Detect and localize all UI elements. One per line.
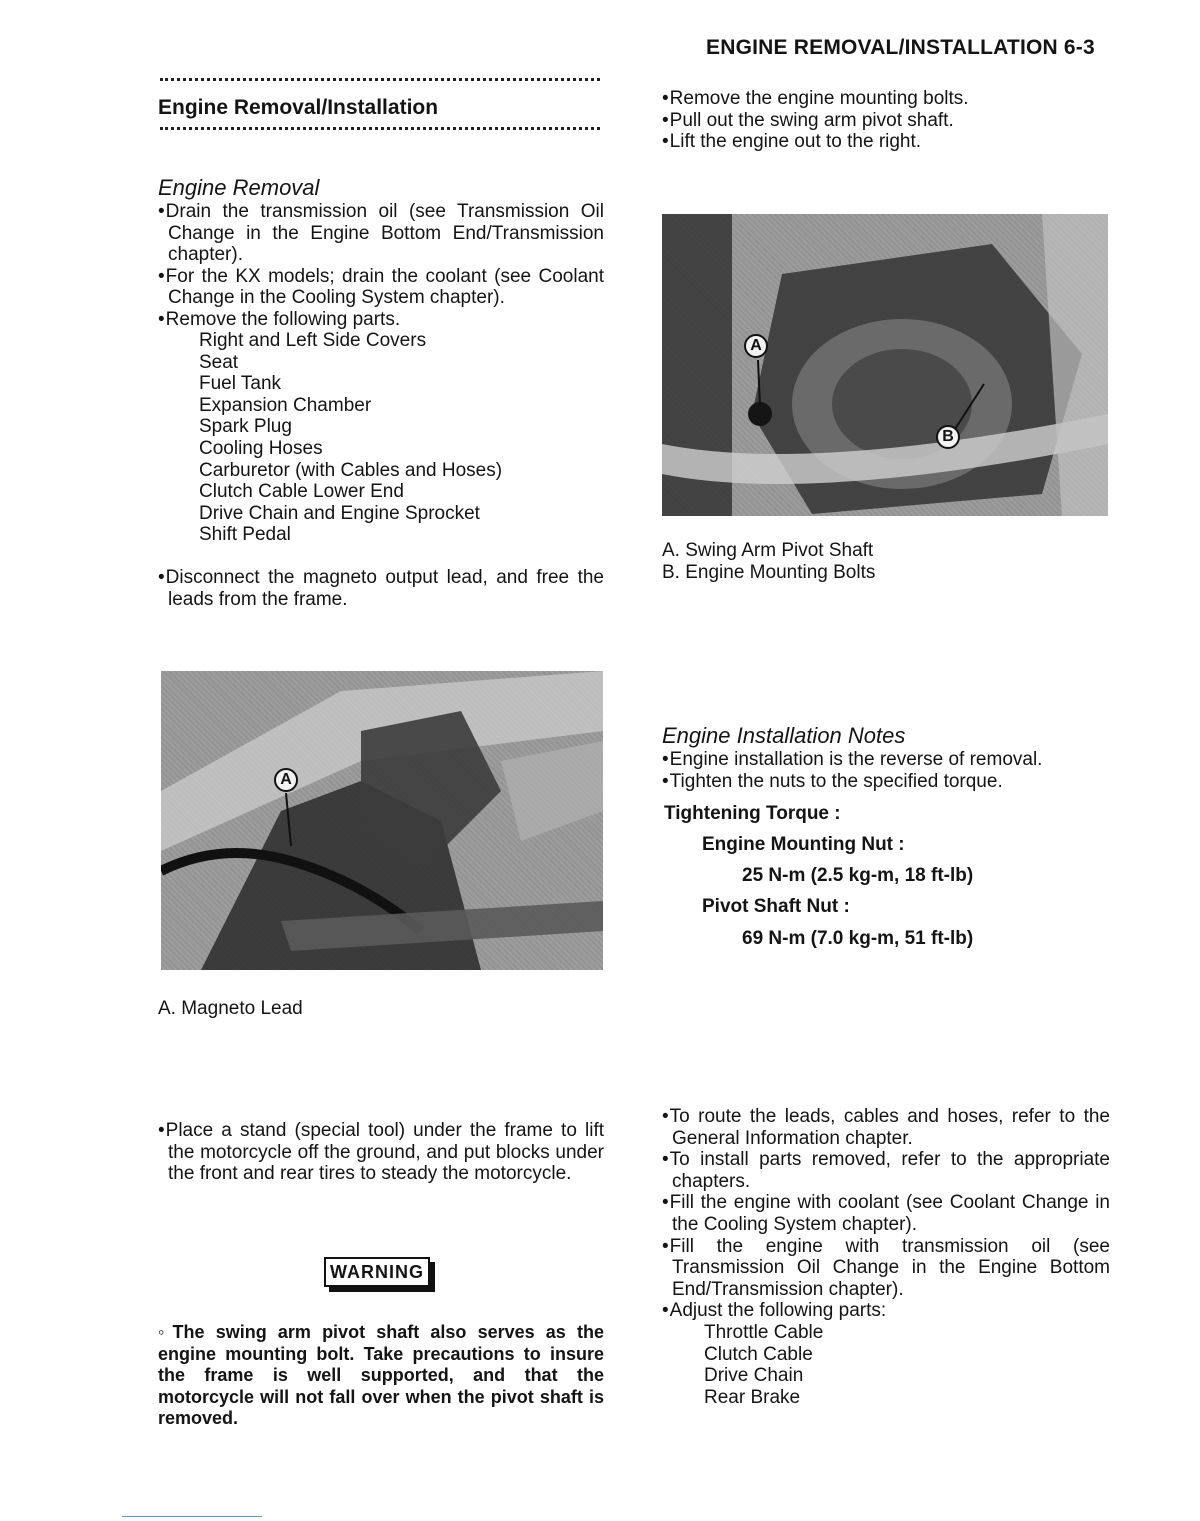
adjust-part-item: Clutch Cable	[704, 1343, 813, 1365]
engine-photo-drawing	[662, 214, 1108, 516]
engine-removal-heading: Engine Removal	[158, 175, 320, 200]
section-title: Engine Removal/Installation	[158, 96, 439, 119]
adjust-part-item: Drive Chain	[704, 1365, 804, 1387]
right-bottom-step: • Fill the engine with coolant (see Coolant Change in the Cooling System chapter).	[662, 1192, 1110, 1235]
removal-step: • For the KX models; drain the coolant (see Coolant Change in the Cooling System chapter).	[158, 266, 604, 309]
part-item: Spark Plug	[199, 416, 292, 438]
removal-steps	[158, 201, 604, 331]
right-bottom-step: • Adjust the following parts:	[662, 1300, 1110, 1322]
warning-badge: WARNING	[324, 1257, 430, 1287]
installation-steps	[662, 749, 1108, 792]
figure-right-caption-b: B. Engine Mounting Bolts	[662, 562, 876, 583]
right-top-step: • Pull out the swing arm pivot shaft.	[662, 110, 1108, 132]
adjust-parts-list	[704, 1322, 1004, 1408]
torque-name-engine-mounting-nut: Engine Mounting Nut :	[702, 834, 905, 855]
installation-step: • Tighten the nuts to the specified torque.	[662, 771, 1108, 793]
engine-installation-heading: Engine Installation Notes	[662, 723, 906, 748]
right-bottom-step: • To route the leads, cables and hoses, refer to the General Information chapter.	[662, 1106, 1110, 1149]
installation-step: • Engine installation is the reverse of removal.	[662, 749, 1108, 771]
part-item: Clutch Cable Lower End	[199, 481, 404, 503]
stand-step-list	[158, 1120, 604, 1185]
right-bottom-step: • To install parts removed, refer to the appropriate chapters.	[662, 1149, 1110, 1192]
callout-a-badge: A	[274, 768, 298, 792]
torque-name-pivot-shaft-nut: Pivot Shaft Nut :	[702, 896, 850, 917]
right-bottom-steps	[662, 1106, 1110, 1322]
part-item: Fuel Tank	[199, 373, 282, 395]
stand-step: • Place a stand (special tool) under the frame to lift the motorcycle off the ground, and put blocks under the front and rear tires to steady the motorcycle.	[158, 1120, 604, 1185]
part-item: Right and Left Side Covers	[199, 330, 427, 351]
dotted-rule-bottom	[160, 127, 600, 130]
magneto-lead-photo	[161, 671, 603, 970]
warning-text: ◦ The swing arm pivot shaft also serves as the engine mounting bolt. Take precautions to insure the frame is well supported, and that the motorcycle will not fall over when the pivot shaft is removed.	[158, 1322, 604, 1430]
part-item: Cooling Hoses	[199, 437, 323, 459]
part-item: Expansion Chamber	[199, 394, 372, 416]
removal-parts-list	[199, 330, 599, 546]
disconnect-step: • Disconnect the magneto output lead, and free the leads from the frame.	[158, 567, 604, 610]
part-item: Seat	[199, 351, 239, 373]
callout-a-badge: A	[744, 334, 768, 358]
right-top-step: • Lift the engine out to the right.	[662, 131, 1108, 153]
disconnect-step-list	[158, 567, 604, 610]
removal-step: • Drain the transmission oil (see Transmission Oil Change in the Engine Bottom End/Transmission chapter).	[158, 201, 604, 266]
footer-rule	[122, 1516, 262, 1517]
page-header: ENGINE REMOVAL/INSTALLATION 6-3	[706, 36, 1095, 59]
magneto-lead-photo-drawing	[161, 671, 603, 970]
right-top-steps	[662, 88, 1108, 153]
part-item: Carburetor (with Cables and Hoses)	[199, 459, 503, 481]
tightening-torque-label: Tightening Torque :	[664, 803, 841, 824]
adjust-part-item: Throttle Cable	[704, 1322, 824, 1343]
engine-photo	[662, 214, 1108, 516]
part-item: Drive Chain and Engine Sprocket	[199, 502, 480, 524]
dotted-rule-top	[160, 78, 600, 81]
right-bottom-step: • Fill the engine with transmission oil (see Transmission Oil Change in the Engine Bottom End/Transmission chapter).	[662, 1236, 1110, 1301]
figure-right-caption-a: A. Swing Arm Pivot Shaft	[662, 540, 874, 561]
callout-b-badge: B	[936, 425, 960, 449]
torque-value-engine-mounting-nut: 25 N-m (2.5 kg-m, 18 ft-lb)	[742, 865, 974, 886]
figure-left-caption: A. Magneto Lead	[158, 998, 303, 1019]
removal-step: • Remove the following parts.	[158, 309, 604, 331]
torque-value-pivot-shaft-nut: 69 N-m (7.0 kg-m, 51 ft-lb)	[742, 928, 974, 949]
adjust-part-item: Rear Brake	[704, 1386, 801, 1408]
right-top-step: • Remove the engine mounting bolts.	[662, 88, 1108, 110]
part-item: Shift Pedal	[199, 524, 291, 546]
